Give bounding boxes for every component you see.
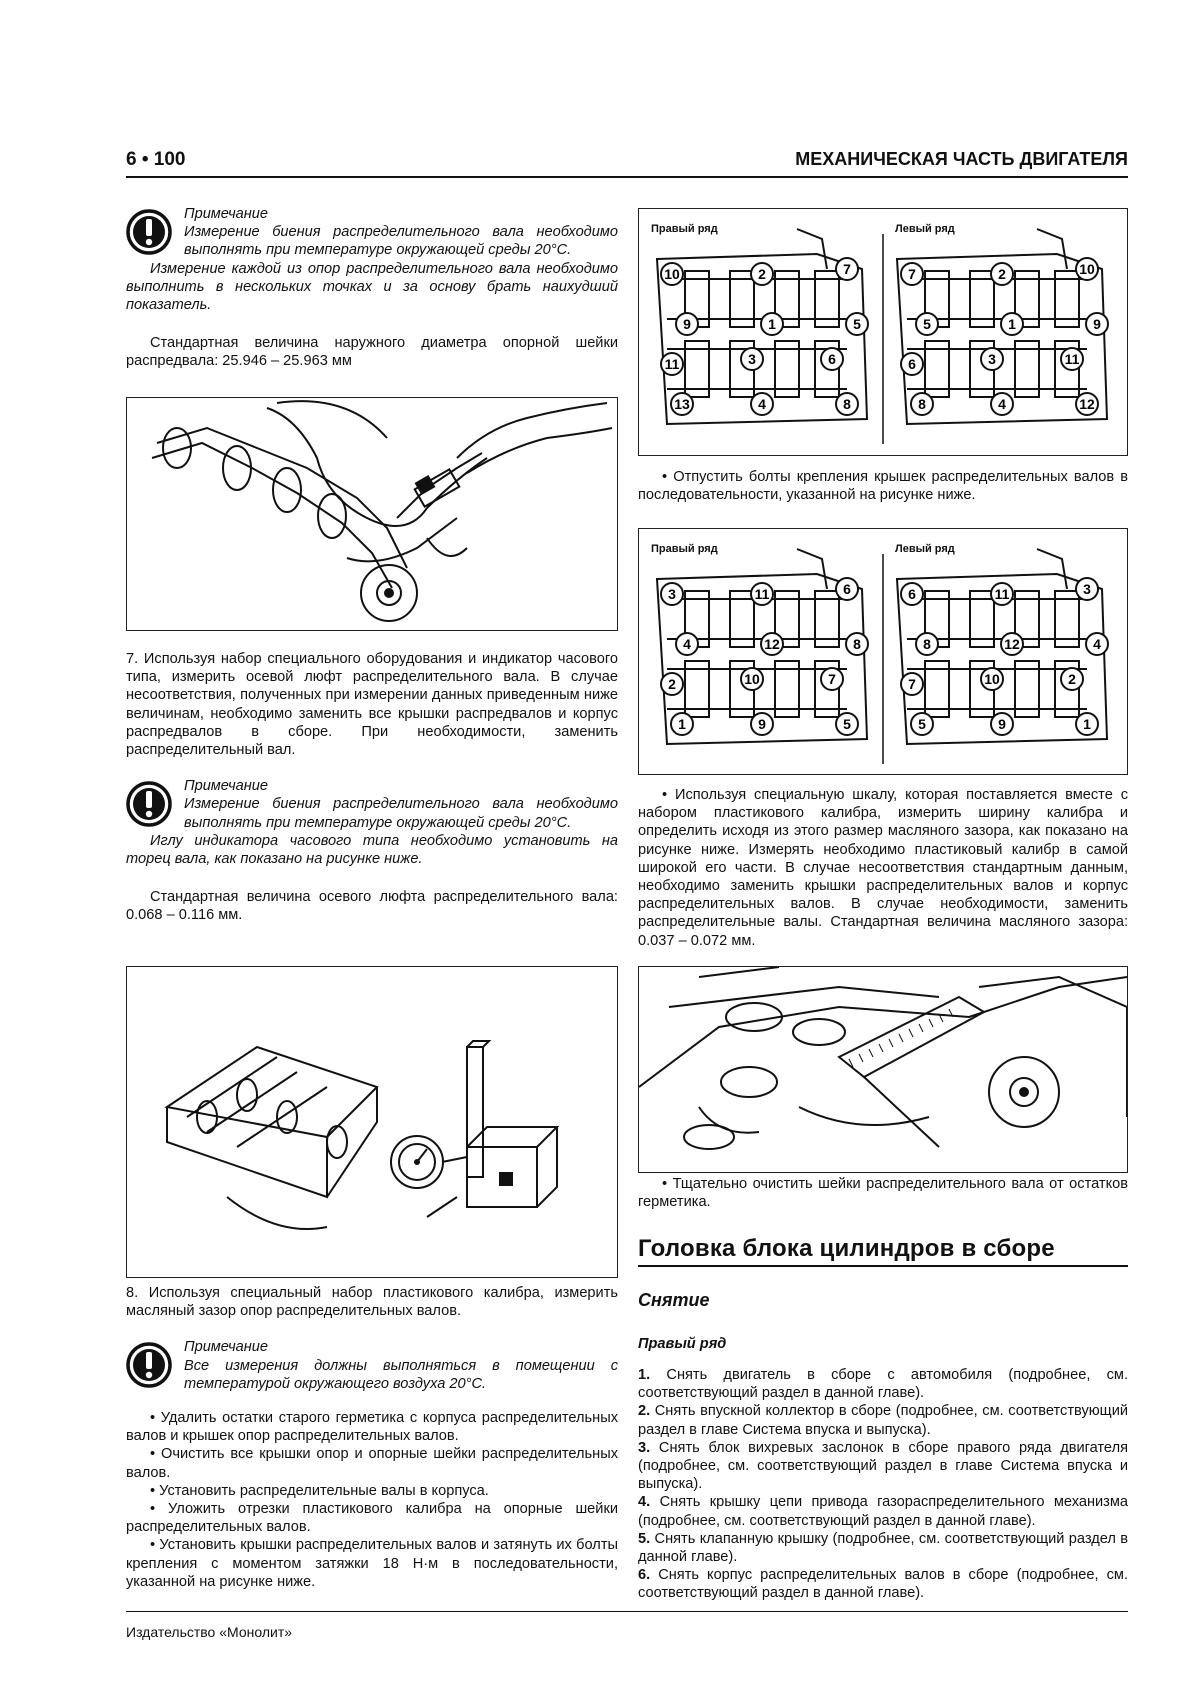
svg-text:10: 10: [984, 671, 1000, 687]
right-bullet-3: [638, 1175, 1128, 1211]
step-number: 1.: [638, 1367, 651, 1383]
bolt-number-marker: [1076, 393, 1098, 415]
bolt-number-marker: [676, 633, 698, 655]
svg-text:12: 12: [1079, 396, 1095, 412]
left-column-bottom: [126, 1284, 618, 1591]
warning-icon: [126, 1342, 172, 1388]
chapter-title: МЕХАНИЧЕСКАЯ ЧАСТЬ ДВИГАТЕЛЯ: [795, 149, 1128, 169]
svg-text:10: 10: [744, 671, 760, 687]
svg-text:10: 10: [1079, 261, 1095, 277]
bolt-number-marker: [671, 713, 693, 735]
bolt-number-marker: [751, 393, 773, 415]
svg-text:3: 3: [988, 351, 996, 367]
bolt-number-marker: [981, 348, 1003, 370]
bullet-item: • Удалить остатки старого герметика с корпуса распределительных валов и крышек опор распределительных валов.: [126, 1410, 618, 1445]
bolt-number-marker: [846, 313, 868, 335]
left-bank-label: Левый ряд: [895, 223, 955, 235]
bolt-number-marker: [741, 668, 763, 690]
svg-text:3: 3: [668, 586, 676, 602]
svg-text:4: 4: [998, 396, 1006, 412]
bolt-number-marker: [901, 583, 923, 605]
bolt-number-marker: [1076, 258, 1098, 280]
note-text: Измерение биения распределительного вала необходимо выполнять при температуре окружающей среды 20°С.: [184, 796, 618, 831]
bolt-number-marker: [836, 578, 858, 600]
bolt-number-marker: [916, 313, 938, 335]
bolt-number-marker: [1076, 578, 1098, 600]
bolt-number-marker: [991, 263, 1013, 285]
bolt-number-marker: [991, 393, 1013, 415]
bolt-number-marker: [901, 263, 923, 285]
bolt-number-marker: [821, 668, 843, 690]
std-axial-text: Стандартная величина осевого люфта распределительного вала: 0.068 – 0.116 мм.: [126, 889, 618, 924]
step-item: [638, 1366, 1128, 1402]
svg-text:11: 11: [754, 586, 770, 602]
svg-text:5: 5: [918, 716, 926, 732]
bolt-number-marker: [761, 633, 783, 655]
loosen-sequence-figure: [638, 208, 1128, 456]
note-block-2: [126, 777, 618, 832]
step-item: [638, 1566, 1128, 1602]
svg-text:7: 7: [908, 676, 916, 692]
svg-text:9: 9: [998, 716, 1006, 732]
camshaft-micrometer-figure: [126, 397, 618, 631]
svg-text:7: 7: [828, 671, 836, 687]
svg-text:2: 2: [1068, 671, 1076, 687]
bolt-number-marker: [751, 263, 773, 285]
publisher-footer: Издательство «Монолит»: [126, 1624, 293, 1640]
bolt-number-marker: [1001, 633, 1023, 655]
svg-text:5: 5: [923, 316, 931, 332]
svg-text:8: 8: [853, 636, 861, 652]
step-item: [638, 1493, 1128, 1529]
svg-text:7: 7: [843, 261, 851, 277]
bolt-number-marker: [846, 633, 868, 655]
section-rule: [638, 1265, 1128, 1267]
bolt-number-marker: [901, 673, 923, 695]
bullet-item: • Установить распределительные валы в корпуса.: [150, 1482, 489, 1499]
note-text-2: Иглу индикатора часового типа необходимо установить на торец вала, как показано на рисунке ниже.: [126, 832, 618, 868]
svg-text:6: 6: [828, 351, 836, 367]
note-block-1: [126, 205, 618, 260]
page-number: 6 • 100: [126, 149, 186, 170]
svg-text:13: 13: [674, 396, 690, 412]
warning-icon: [126, 209, 172, 255]
subsubsection-heading: Правый ряд: [638, 1336, 727, 1352]
header-rule: [126, 176, 1128, 178]
bolt-number-marker: [916, 633, 938, 655]
bolt-number-marker: [676, 313, 698, 335]
bolt-number-marker: [661, 263, 683, 285]
bolt-number-marker: [901, 353, 923, 375]
bullet-item: • Тщательно очистить шейки распределительного вала от остатков герметика.: [638, 1176, 1128, 1211]
svg-text:9: 9: [683, 316, 691, 332]
step-number: 5.: [638, 1530, 651, 1547]
bolt-number-marker: [1086, 313, 1108, 335]
svg-text:1: 1: [768, 316, 776, 332]
dial-indicator-figure: [126, 966, 618, 1278]
bolt-number-marker: [1076, 713, 1098, 735]
bullet-item: • Уложить отрезки пластикового калибра на опорные шейки распределительных валов.: [126, 1501, 618, 1536]
note-title: Примечание: [184, 1339, 269, 1356]
svg-text:2: 2: [668, 676, 676, 692]
bolt-number-marker: [761, 313, 783, 335]
step-number: 6.: [638, 1567, 651, 1584]
svg-text:9: 9: [758, 716, 766, 732]
svg-text:6: 6: [908, 586, 916, 602]
step-text: Снять клапанную крышку (подробнее, см. соответствующий раздел в данной главе).: [638, 1530, 1128, 1566]
svg-text:10: 10: [664, 266, 680, 282]
note-text: Все измерения должны выполняться в помещении с температурой окружающего воздуха 20°С.: [184, 1357, 618, 1392]
svg-text:3: 3: [748, 351, 756, 367]
bolt-number-marker: [661, 583, 683, 605]
bolt-number-marker: [836, 393, 858, 415]
bolt-number-marker: [661, 673, 683, 695]
note-title: Примечание: [184, 778, 269, 795]
svg-text:11: 11: [664, 356, 680, 372]
svg-text:12: 12: [1004, 636, 1020, 652]
note-text-2: Измерение каждой из опор распределительного вала необходимо выполнить в нескольких точках и за основу брать наихудший показатель.: [126, 260, 618, 314]
svg-text:1: 1: [1008, 316, 1016, 332]
bolt-number-marker: [981, 668, 1003, 690]
bolt-number-marker: [991, 583, 1013, 605]
warning-icon: [126, 781, 172, 827]
step-text: Снять впускной коллектор в сборе (подробнее, см. соответствующий раздел в главе Система впуска и выпуска).: [638, 1403, 1128, 1438]
svg-text:2: 2: [758, 266, 766, 282]
svg-text:7: 7: [908, 266, 916, 282]
right-bank-label: Правый ряд: [651, 543, 718, 555]
bolt-number-marker: [1061, 668, 1083, 690]
step-number: 2.: [638, 1403, 651, 1420]
section-heading: Головка блока цилиндров в сборе: [638, 1235, 1055, 1262]
bullet-item: • Установить крышки распределительных валов и затянуть их болты крепления с моментом затяжки 18 Н·м в последовательности, указанной на рисунке ниже.: [126, 1537, 618, 1590]
step-item: [638, 1402, 1128, 1438]
right-bullet-2: [638, 786, 1128, 950]
left-column-top: [126, 205, 618, 371]
tighten-sequence-figure: [638, 528, 1128, 775]
std-diameter-text: Стандартная величина наружного диаметра опорной шейки распредвала: 25.946 – 25.963 мм: [126, 335, 618, 370]
svg-text:12: 12: [764, 636, 780, 652]
svg-text:1: 1: [678, 716, 686, 732]
step-item: [638, 1439, 1128, 1494]
bolt-number-marker: [1001, 313, 1023, 335]
svg-text:5: 5: [853, 316, 861, 332]
step-number: 3.: [638, 1439, 651, 1456]
step-7-text: 7. Используя набор специального оборудования и индикатор часового типа, измерить осевой люфт распределительного вала. В случае несоответствия, полученных при измерении данных приведенным ниже величинам, необходимо заменить все крышки распредвалов и корпус распредвалов в сборе. При необходимости, заменить распределительный вал.: [126, 651, 618, 759]
step-text: Снять блок вихревых заслонок в сборе правого ряда двигателя (подробнее, см. соответствующий раздел в главе Система впуска и выпуска).: [638, 1439, 1128, 1493]
svg-text:4: 4: [758, 396, 766, 412]
step-item: [638, 1530, 1128, 1566]
left-bank-label: Левый ряд: [895, 543, 955, 555]
step-8-text: 8. Используя специальный набор пластикового калибра, измерить масляный зазор опор распределительных валов.: [126, 1285, 618, 1320]
bolt-number-marker: [1061, 348, 1083, 370]
svg-text:5: 5: [843, 716, 851, 732]
step-text: Снять корпус распределительных валов в сборе (подробнее, см. соответствующий раздел в данной главе).: [638, 1567, 1128, 1602]
svg-text:1: 1: [1083, 716, 1091, 732]
bolt-number-marker: [911, 393, 933, 415]
bolt-number-marker: [751, 583, 773, 605]
svg-text:4: 4: [1093, 636, 1101, 652]
svg-text:6: 6: [908, 356, 916, 372]
note-text: Измерение биения распределительного вала необходимо выполнять при температуре окружающей среды 20°С.: [184, 224, 618, 259]
bolt-number-marker: [821, 348, 843, 370]
bolt-number-marker: [991, 713, 1013, 735]
bullet-item: • Отпустить болты крепления крышек распределительных валов в последовательности, указанной на рисунке ниже.: [638, 469, 1128, 504]
left-column-middle: [126, 650, 618, 925]
right-bank-label: Правый ряд: [651, 223, 718, 235]
bolt-number-marker: [836, 713, 858, 735]
bolt-number-marker: [741, 348, 763, 370]
bolt-number-marker: [836, 258, 858, 280]
step-number: 4.: [638, 1494, 651, 1511]
step-text: Снять двигатель в сборе с автомобиля (подробнее, см. соответствующий раздел в данной главе).: [638, 1367, 1128, 1402]
bolt-number-marker: [671, 393, 693, 415]
svg-text:3: 3: [1083, 581, 1091, 597]
svg-text:9: 9: [1093, 316, 1101, 332]
plastigage-figure: [638, 966, 1128, 1173]
bolt-number-marker: [911, 713, 933, 735]
bolt-number-marker: [751, 713, 773, 735]
svg-text:11: 11: [994, 586, 1010, 602]
note-title: Примечание: [184, 206, 269, 222]
step-text: Снять крышку цепи привода газораспределительного механизма (подробнее, см. соответствующий раздел в данной главе).: [638, 1494, 1128, 1529]
subsection-heading: Снятие: [638, 1290, 710, 1310]
bullet-item: • Очистить все крышки опор и опорные шейки распределительных валов.: [126, 1446, 618, 1481]
bolt-number-marker: [1086, 633, 1108, 655]
bullet-item: • Используя специальную шкалу, которая поставляется вместе с набором пластикового калибра, измерить ширину калибра и определить исходя из этого размер масляного зазора, как показано на рисунке ниже. Измерять необходимо пластиковый калибр в самой широкой его части. В случае несоответствия стандартным данным, необходимо заменить крышки распределительных валов и корпус распределительных валов. В случае необходимости, заменить распределительные валы. Стандартная величина масляного зазора: 0.037 – 0.072 мм.: [638, 787, 1128, 949]
right-bullet-1: [638, 468, 1128, 504]
svg-text:8: 8: [923, 636, 931, 652]
note-block-3: [126, 1338, 618, 1393]
bolt-number-marker: [661, 353, 683, 375]
right-steps: [638, 1366, 1128, 1603]
svg-text:8: 8: [843, 396, 851, 412]
svg-text:6: 6: [843, 581, 851, 597]
svg-text:8: 8: [918, 396, 926, 412]
svg-text:11: 11: [1064, 351, 1080, 367]
svg-text:4: 4: [683, 636, 691, 652]
svg-text:2: 2: [998, 266, 1006, 282]
footer-rule: [126, 1611, 1128, 1612]
